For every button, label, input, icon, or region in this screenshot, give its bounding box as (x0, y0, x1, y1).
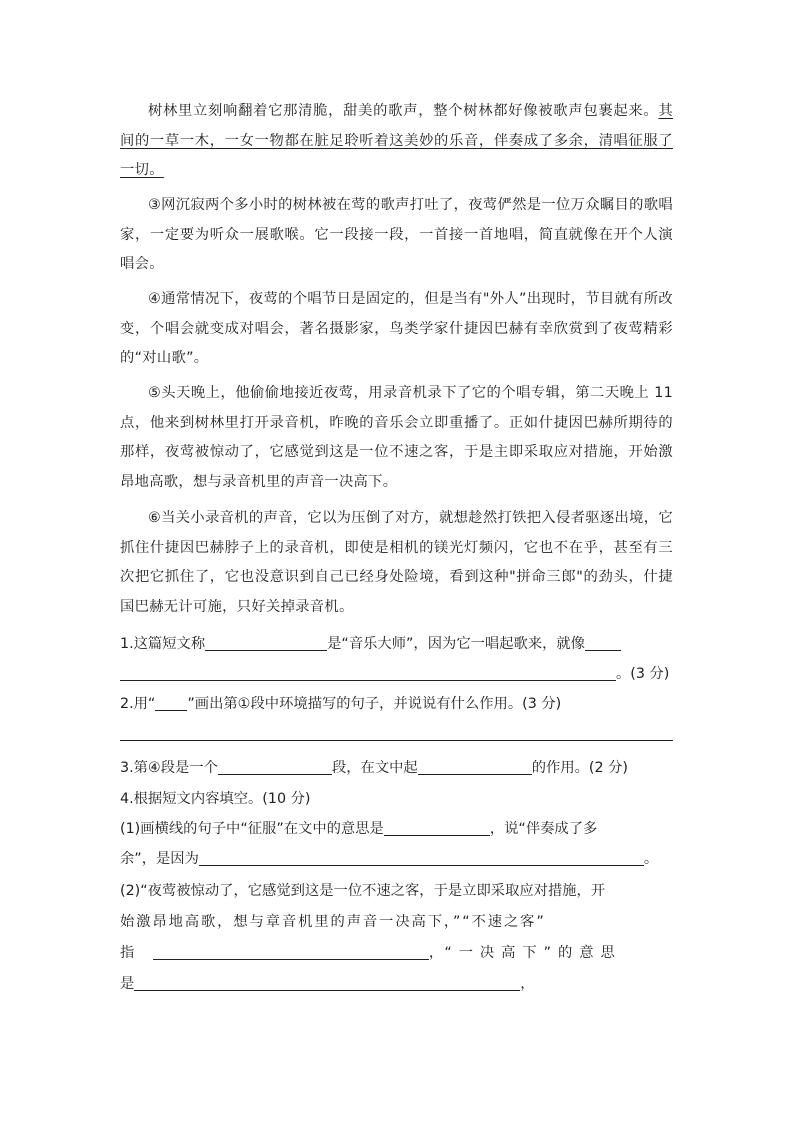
passage-paragraph-1 (120, 97, 673, 186)
q2-line-sample (155, 694, 187, 711)
q3-blank-2[interactable] (418, 758, 532, 775)
q3-end: 的作用。(2 分) (531, 760, 629, 776)
question-4-1-line-2 (120, 845, 673, 875)
q4-2-end: ， (520, 976, 535, 992)
question-4-2-line-4 (120, 970, 673, 1000)
q4-2-mid: ，“ 一 决 高 下 ” 的 意 思 (428, 945, 616, 961)
q1-end: 。(3 分) (616, 666, 670, 682)
paragraph-1-text: 树林里立刻响翻着它那清脆，甜美的歌声，整个树林都好像被歌声包裹起来。 (148, 103, 659, 119)
passage-paragraph-6: ⑥当关小录音机的声音，它以为压倒了对方，就想趁然打铁把入侵者驱逐出境，它抓住什捷因巴赫脖子上的录音机，即使是相机的镁光灯频闪，它也不在乎，甚至有三次把它抓住了，它也没意识到自己已经身处险境，看到这种"拼命三郎"的劲头，什捷国巴赫无计可施，只好关掉录音机。 (120, 510, 673, 615)
q4-1-middle: ，说“伴奏成了多 (489, 821, 598, 837)
question-4-title: 4.根据短文内容填空。(10 分) (120, 791, 311, 807)
question-4-2-line-1: (2)“夜莺被惊动了，它感觉到这是一位不速之客，于是立即采取应对措施，开 (120, 883, 606, 899)
question-3 (120, 754, 673, 784)
q1-prefix: 1.这篇短文称 (120, 636, 206, 652)
q4-2-blank-2[interactable] (134, 974, 520, 991)
q1-blank-3[interactable] (120, 664, 616, 681)
q4-1-c: 余”，是因为 (120, 851, 199, 867)
q3-middle: 段，在文中起 (331, 760, 418, 776)
q4-1-prefix: (1)画横线的句子中“征服”在文中的意思是 (120, 821, 384, 837)
question-4-2-line-2: 始激昂地高歌，想与章音机里的声音一决高下，”“不速之客” (120, 914, 546, 930)
q4-1-blank-2[interactable] (199, 849, 644, 866)
q4-2-blank-1[interactable] (153, 943, 429, 960)
q1-blank-2[interactable] (585, 634, 621, 651)
question-1-line-2 (120, 660, 673, 690)
q2-prefix: 2.用“ (120, 696, 156, 712)
passage-paragraph-3: ③网沉寂两个多小时的树林被在莺的歌声打吐了，夜莺俨然是一位万众瞩目的歌唱家，一定要为听众一展歌喉。它一段接一段，一首接一首地唱，简直就像在开个人演唱会。 (120, 197, 673, 272)
q3-prefix: 3.第④段是一个 (120, 760, 218, 776)
q2-answer-line[interactable] (120, 740, 673, 741)
passage-paragraph-5: ⑤头天晚上，他偷偷地接近夜莺，用录音机录下了它的个唱专辑，第二天晚上 11 点，他来到树林里打开录音机，昨晚的音乐会立即重播了。正如什捷因巴赫所期待的那样，夜莺被惊动了，它感觉到这是一位不速之客，于是主即采取应对措施，开始激昂地高歌，想与录音机里的声音一决高下。 (120, 385, 673, 490)
underlined-sentence: 其间的一草一木，一女一物都在脏足聆听着这美妙的乐音，伴奏成了多余，清唱征服了一切。 (120, 103, 673, 178)
question-2 (120, 690, 673, 720)
question-1-line-1 (120, 630, 673, 660)
q2-text: ”画出第①段中环境描写的句子，并说说有什么作用。(3 分) (187, 696, 562, 712)
q4-1-end: 。 (643, 851, 659, 867)
q4-1-blank-1[interactable] (384, 819, 490, 836)
question-4-2-line-3 (120, 939, 673, 969)
q4-2-zhi: 指 (120, 945, 135, 961)
q1-middle: 是“音乐大师”，因为它一唱起歌来，就像 (327, 636, 585, 652)
question-4-1-line-1 (120, 815, 673, 845)
q4-2-shi: 是 (120, 976, 135, 992)
passage-paragraph-4: ④通常情况下，夜莺的个唱节日是固定的，但是当有"外人”出现时，节目就有所改变，个唱会就变成对唱会，著名摄影家，鸟类学家什捷因巴赫有幸欣赏到了夜莺精彩的“对山歌”。 (120, 291, 673, 366)
q3-blank-1[interactable] (218, 758, 332, 775)
q1-blank-1[interactable] (205, 634, 327, 651)
